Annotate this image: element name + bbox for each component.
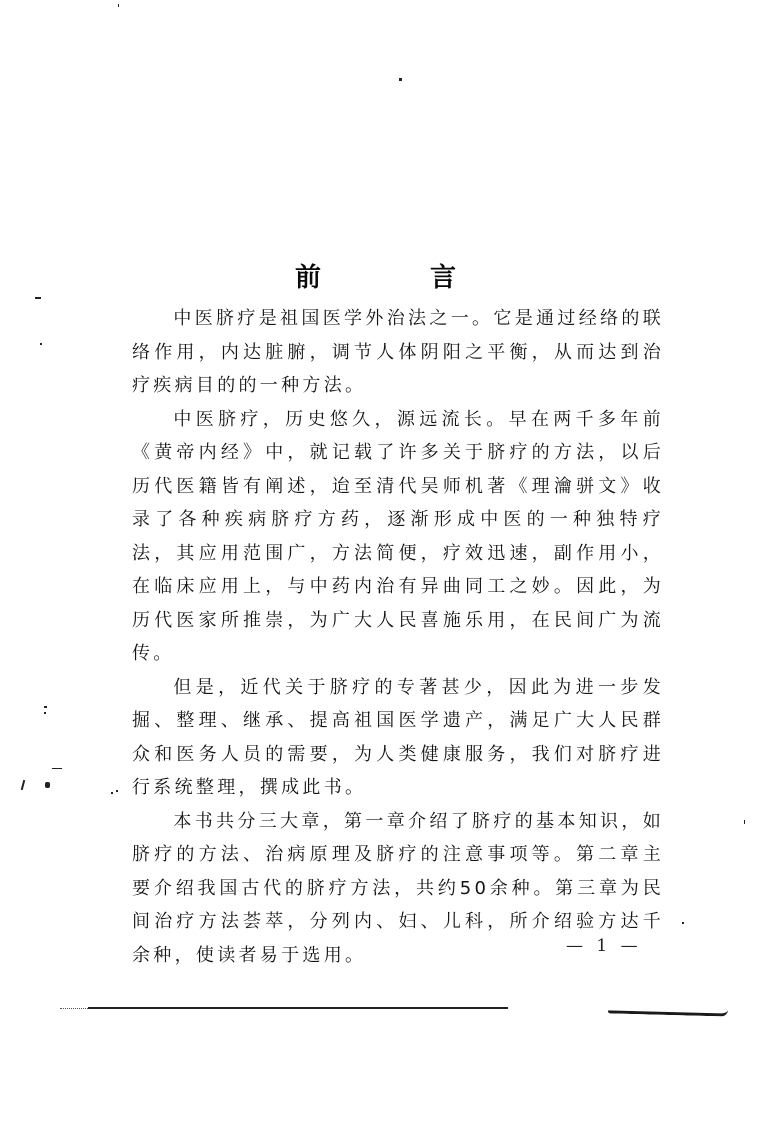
scan-speck bbox=[116, 790, 118, 792]
preface-body bbox=[132, 302, 664, 972]
paragraph: 本书共分三大章，第一章介绍了脐疗的基本知识，如脐疗的方法、治病原理及脐疗的注意事项等。第二章主要介绍我国古代的脐疗方法，共约50余种。第三章为民间治疗方法荟萃，分列内、妇、儿科，所介绍验方达千余种，使读者易于选用。 bbox=[132, 810, 664, 966]
scan-speck bbox=[21, 780, 26, 790]
scan-speck bbox=[744, 820, 745, 824]
scan-speck bbox=[35, 297, 41, 299]
scan-speck bbox=[111, 792, 113, 794]
scan-speck bbox=[45, 782, 50, 788]
scan-speck bbox=[44, 712, 46, 714]
bottom-rule-dotted bbox=[60, 1008, 90, 1009]
scan-speck bbox=[40, 343, 42, 345]
paragraph: 中医脐疗，历史悠久，源远流长。早在两千多年前《黄帝内经》中，就记载了许多关于脐疗的方法，以后历代医籍皆有阐述，迨至清代吴师机著《理瀹骈文》收录了各种疾病脐疗方药，逐渐形成中医的一种独特疗法，其应用范围广，方法简便，疗效迅速，副作用小，在临床应用上，与中药内治有异曲同工之妙。因此，为历代医家所推崇，为广大人民喜施乐用，在民间广为流传。 bbox=[132, 408, 664, 664]
bottom-rule-fragment bbox=[608, 1006, 728, 1016]
scan-speck bbox=[118, 4, 119, 7]
bottom-rule bbox=[88, 1007, 508, 1009]
page-title: 前 言 bbox=[294, 263, 507, 294]
paragraph: 但是，近代关于脐疗的专著甚少，因此为进一步发掘、整理、继承、提高祖国医学遗产，满足广大人民群众和医务人员的需要，为人类健康服务，我们对脐疗进行系统整理，撰成此书。 bbox=[132, 676, 664, 798]
scan-speck bbox=[682, 922, 684, 924]
paragraph: 中医脐疗是祖国医学外治法之一。它是通过经络的联络作用，内达脏腑，调节人体阴阳之平衡，从而达到治疗疾病目的的一种方法。 bbox=[132, 308, 664, 396]
page-number: — 1 — bbox=[566, 936, 642, 956]
scan-speck bbox=[399, 78, 402, 81]
scan-speck bbox=[44, 706, 47, 708]
scan-speck bbox=[52, 768, 62, 769]
